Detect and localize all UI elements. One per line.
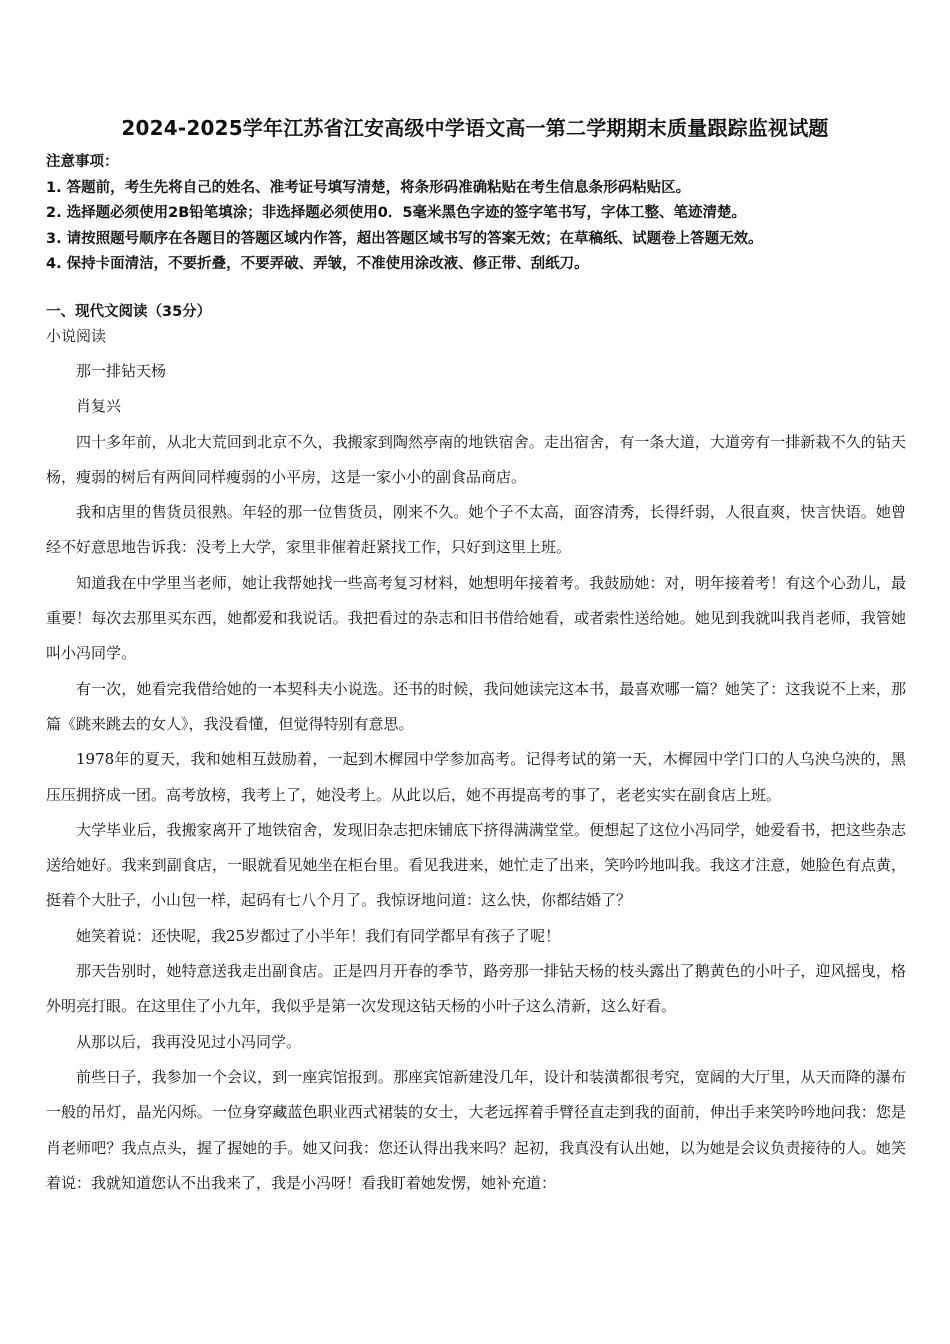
story-paragraph: 1978年的夏天，我和她相互鼓励着，一起到木樨园中学参加高考。记得考试的第一天，木樨园中学门口的人乌泱乌泱的，黑压压拥挤成一团。高考放榜，我考上了，她没考上。从此以后，她不再提高考的事了，老老实实在副食店上班。 <box>46 750 906 804</box>
story-paragraph: 我和店里的售货员很熟。年轻的那一位售货员，刚来不久。她个子不太高，面容清秀，长得纤弱，人很直爽，快言快语。她曾经不好意思地告诉我：没考上大学，家里非催着赶紧找工作，只好到这里上班。 <box>46 503 906 557</box>
story-paragraph: 前些日子，我参加一个会议，到一座宾馆报到。那座宾馆新建没几年，设计和装潢都很考究，宽阔的大厅里，从天而降的瀑布一般的吊灯，晶光闪烁。一位身穿藏蓝色职业西式裙装的女士，大老远挥着手臂径直走到我的面前，伸出手来笑吟吟地问我：您是肖老师吧？我点点头，握了握她的手。她又问我：您还认得出我来吗？起初，我真没有认出她，以为她是会议负责接待的人。她笑着说：我就知道您认不出我来了，我是小冯呀！看我盯着她发愣，她补充道： <box>46 1067 906 1192</box>
story-paragraph: 那天告别时，她特意送我走出副食店。正是四月开春的季节，路旁那一排钻天杨的枝头露出了鹅黄色的小叶子，迎风摇曳，格外明亮打眼。在这里住了小九年，我似乎是第一次发现这钻天杨的小叶子这么清新，这么好看。 <box>46 962 906 1016</box>
story-paragraph: 有一次，她看完我借给她的一本契科夫小说选。还书的时候，我问她读完这本书，最喜欢哪一篇？她笑了：这我说不上来，那篇《跳来跳去的女人》，我没看懂，但觉得特别有意思。 <box>46 679 906 733</box>
notice-item: 4. 保持卡面清洁，不要折叠，不要弄破、弄皱，不准使用涂改液、修正带、刮纸刀。 <box>46 256 589 272</box>
story-author: 肖复兴 <box>76 397 122 416</box>
notice-heading: 注意事项： <box>46 154 119 170</box>
story-title: 那一排钻天杨 <box>76 362 167 380</box>
exam-title: 2024-2025学年江苏省江安高级中学语文高一第二学期期末质量跟踪监视试题 <box>121 116 829 140</box>
story-paragraph: 大学毕业后，我搬家离开了地铁宿舍，发现旧杂志把床铺底下挤得满满堂堂。便想起了这位小冯同学，她爱看书，把这些杂志送给她好。我来到副食店，一眼就看见她坐在柜台里。看见我进来，她忙走了出来，笑吟吟地叫我。我这才注意，她脸色有点黄，挺着个大肚子，小山包一样，起码有七八个月了。我惊讶地问道：这么快，你都结婚了？ <box>46 820 906 910</box>
section-heading: 一、现代文阅读（35分） <box>46 304 212 320</box>
notice-block <box>46 150 916 278</box>
story-paragraph: 知道我在中学里当老师，她让我帮她找一些高考复习材料，她想明年接着考。我鼓励她：对，明年接着考！有这个心劲儿，最重要！每次去那里买东西，她都爱和我说话。我把看过的杂志和旧书借给她看，或者索性送给她。她见到我就叫我肖老师，我管她叫小冯同学。 <box>46 573 906 663</box>
story-body <box>46 354 906 1201</box>
notice-item: 2. 选择题必须使用2B铅笔填涂；非选择题必须使用0．5毫米黑色字迹的签字笔书写，字体工整、笔迹清楚。 <box>46 205 746 221</box>
subsection-heading: 小说阅读 <box>46 327 107 345</box>
story-paragraph: 四十多年前，从北大荒回到北京不久，我搬家到陶然亭南的地铁宿舍。走出宿舍，有一条大道，大道旁有一排新栽不久的钻天杨，瘦弱的树后有两间同样瘦弱的小平房，这是一家小小的副食品商店。 <box>46 432 906 486</box>
notice-item: 1. 答题前，考生先将自己的姓名、准考证号填写清楚，将条形码准确粘贴在考生信息条形码粘贴区。 <box>46 179 691 196</box>
story-paragraph: 她笑着说：还快呢，我25岁都过了小半年！我们有同学都早有孩子了呢！ <box>76 926 561 945</box>
story-paragraph: 从那以后，我再没见过小冯同学。 <box>76 1032 302 1051</box>
notice-item: 3. 请按照题号顺序在各题目的答题区域内作答，超出答题区域书写的答案无效；在草稿纸、试题卷上答题无效。 <box>46 230 763 247</box>
